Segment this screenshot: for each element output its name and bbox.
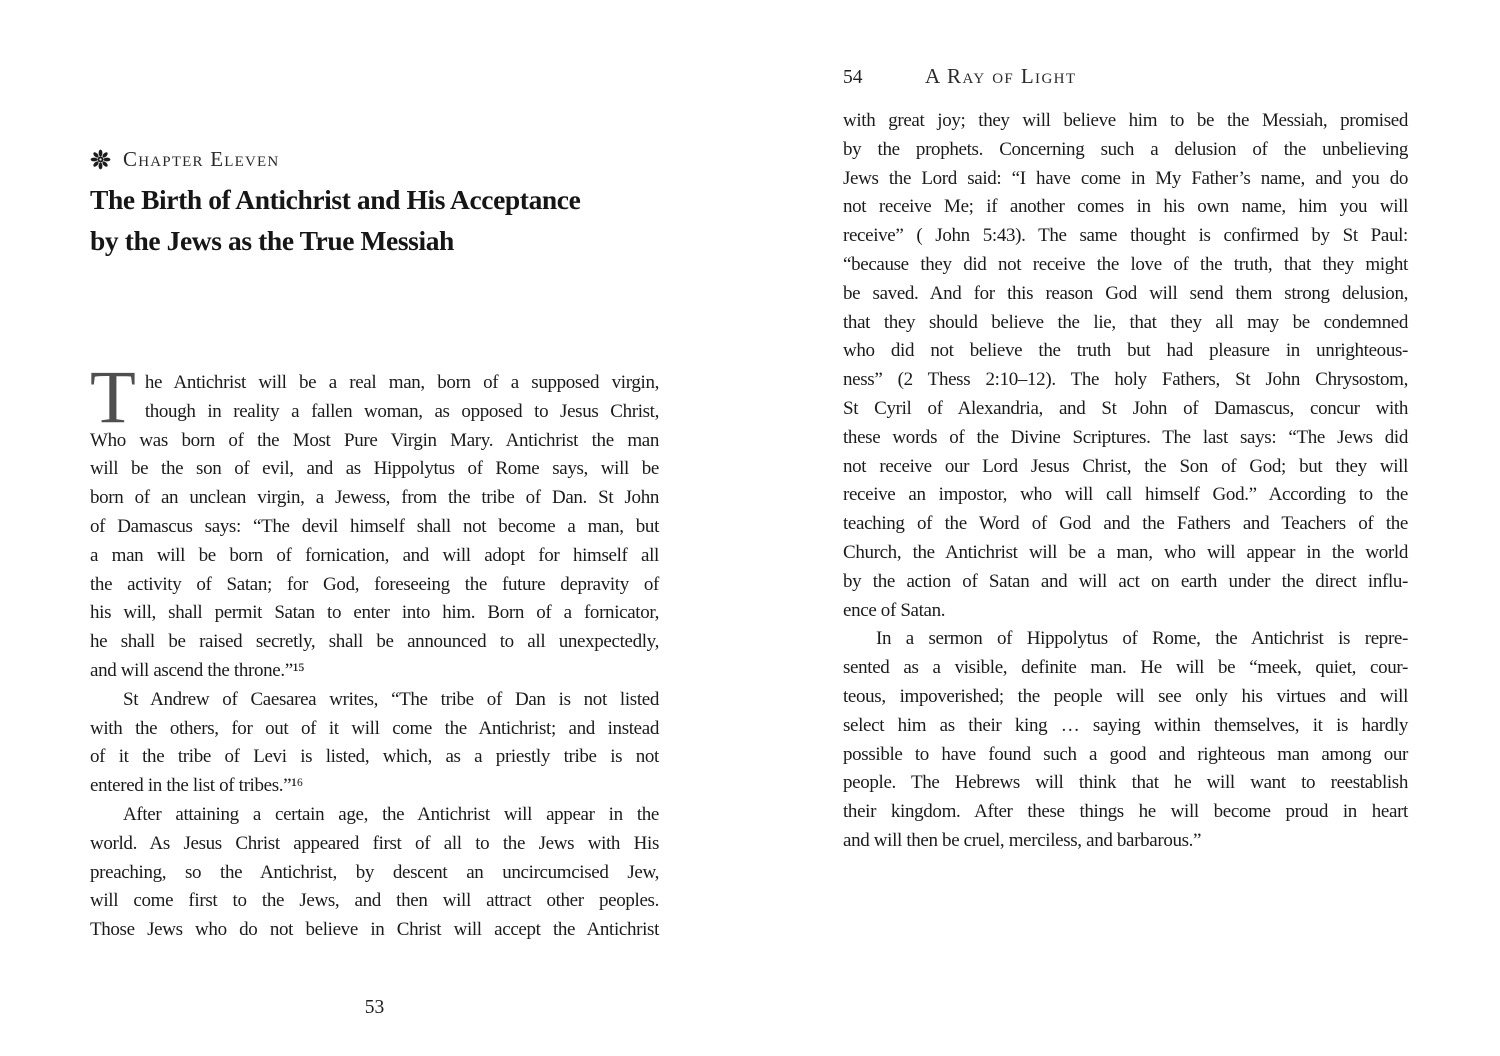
text-line: Jews the Lord said: “I have come in My Father’s name, and you do (843, 167, 1408, 189)
text-line: teaching of the Word of God and the Fathers and Teachers of the (843, 513, 1408, 535)
text-line: with the others, for out of it will come the Antichrist; and instead (90, 717, 659, 739)
paragraph (843, 625, 1408, 855)
left-page-number: 53 (364, 997, 385, 1018)
text-line: world. As Jesus Christ appeared first of all to the Jews with His (90, 832, 659, 854)
text-line: St Cyril of Alexandria, and St John of Damascus, concur with (843, 397, 1408, 419)
rosette-ornament-icon (90, 149, 111, 170)
paragraph (90, 686, 659, 801)
text-line: ness” (2 Thess 2:10–12). The holy Fathers, St John Chrysostom, (843, 369, 1408, 391)
text-line: will come first to the Jews, and then will attract other peoples. (90, 890, 659, 912)
paragraph (90, 356, 659, 686)
text-line: In a sermon of Hippolytus of Rome, the Antichrist is repre- (876, 628, 1408, 650)
chapter-title (90, 180, 580, 261)
text-line: be saved. And for this reason God will send them strong delusion, (843, 282, 1408, 304)
text-line: who did not believe the truth but had pleasure in unrighteous- (843, 340, 1408, 362)
text-line: by the action of Satan and will act on earth under the direct influ- (843, 570, 1408, 592)
chapter-title-line-2: by the Jews as the True Messiah (90, 224, 454, 256)
text-line: “because they did not receive the love of the truth, that they might (843, 253, 1408, 275)
text-line: teous, impoverished; the people will see only his virtues and will (843, 685, 1408, 707)
text-line: not receive our Lord Jesus Christ, the Son of God; but they will (843, 455, 1408, 477)
left-page (90, 0, 659, 1056)
text-line: not receive Me; if another comes in his own name, him you will (843, 196, 1408, 218)
text-line: a man will be born of fornication, and will adopt for himself all (90, 544, 659, 566)
chapter-heading (90, 147, 279, 172)
text-line: that they should believe the lie, that they all may be condemned (843, 311, 1408, 333)
text-line: with great joy; they will believe him to be the Messiah, promised (843, 110, 1408, 131)
drop-cap: T (90, 356, 136, 439)
text-line: preaching, so the Antichrist, by descent an uncircumcised Jew, (90, 861, 659, 883)
text-line: their kingdom. After these things he will become proud in heart (843, 801, 1408, 823)
text-line: he Antichrist will be a real man, born of a supposed virgin, (144, 372, 659, 393)
paragraph (90, 801, 659, 945)
right-page-body (843, 107, 1408, 856)
text-line: and will ascend the throne.”¹⁵ (90, 659, 305, 681)
text-line: sented as a visible, definite man. He will be “meek, quiet, cour- (843, 657, 1408, 679)
text-line: entered in the list of tribes.”¹⁶ (90, 775, 303, 797)
text-line: of it the tribe of Levi is listed, which, as a priestly tribe is not (90, 746, 659, 768)
text-line: he shall be raised secretly, shall be announced to all unexpectedly, (90, 631, 659, 653)
text-line: receive” ( John 5:43). The same thought is confirmed by St Paul: (843, 225, 1408, 247)
right-page-number: 54 (843, 67, 863, 88)
text-line: of Damascus says: “The devil himself shall not become a man, but (90, 515, 659, 537)
text-line: will be the son of evil, and as Hippolytus of Rome says, will be (90, 458, 659, 480)
chapter-label: Chapter Eleven (123, 147, 280, 171)
text-line: St Andrew of Caesarea writes, “The tribe of Dan is not listed (123, 688, 659, 710)
right-page (843, 0, 1408, 1056)
chapter-title-line-1: The Birth of Antichrist and His Acceptance (90, 184, 581, 215)
text-line: by the prophets. Concerning such a delusion of the unbelieving (843, 138, 1408, 160)
text-line: receive an impostor, who will call himself God.” According to the (843, 484, 1408, 506)
text-line: Who was born of the Most Pure Virgin Mary. Antichrist the man (90, 429, 659, 451)
text-line: select him as their king … saying within themselves, it is hardly (843, 714, 1408, 736)
text-line: people. The Hebrews will think that he will want to reestablish (843, 772, 1408, 794)
text-line: After attaining a certain age, the Antichrist will appear in the (123, 803, 659, 825)
text-line: Those Jews who do not believe in Christ will accept the Antichrist (90, 919, 659, 941)
text-line: and will then be cruel, merciless, and barbarous.” (843, 829, 1202, 851)
text-line: though in reality a fallen woman, as opposed to Jesus Christ, (144, 400, 659, 422)
text-line: ence of Satan. (843, 599, 946, 621)
text-line: possible to have found such a good and righteous man among our (843, 743, 1408, 765)
text-line: these words of the Divine Scriptures. The last says: “The Jews did (843, 426, 1408, 448)
running-header (843, 64, 1076, 89)
left-page-body (90, 356, 659, 945)
text-line: his will, shall permit Satan to enter into him. Born of a fornicator, (90, 602, 659, 624)
running-header-title: A Ray of Light (925, 64, 1077, 88)
text-line: Church, the Antichrist will be a man, who will appear in the world (843, 541, 1408, 563)
text-line: born of an unclean virgin, a Jewess, from the tribe of Dan. St John (90, 487, 659, 509)
paragraph (843, 107, 1408, 625)
text-line: the activity of Satan; for God, foreseeing the future depravity of (90, 573, 659, 595)
